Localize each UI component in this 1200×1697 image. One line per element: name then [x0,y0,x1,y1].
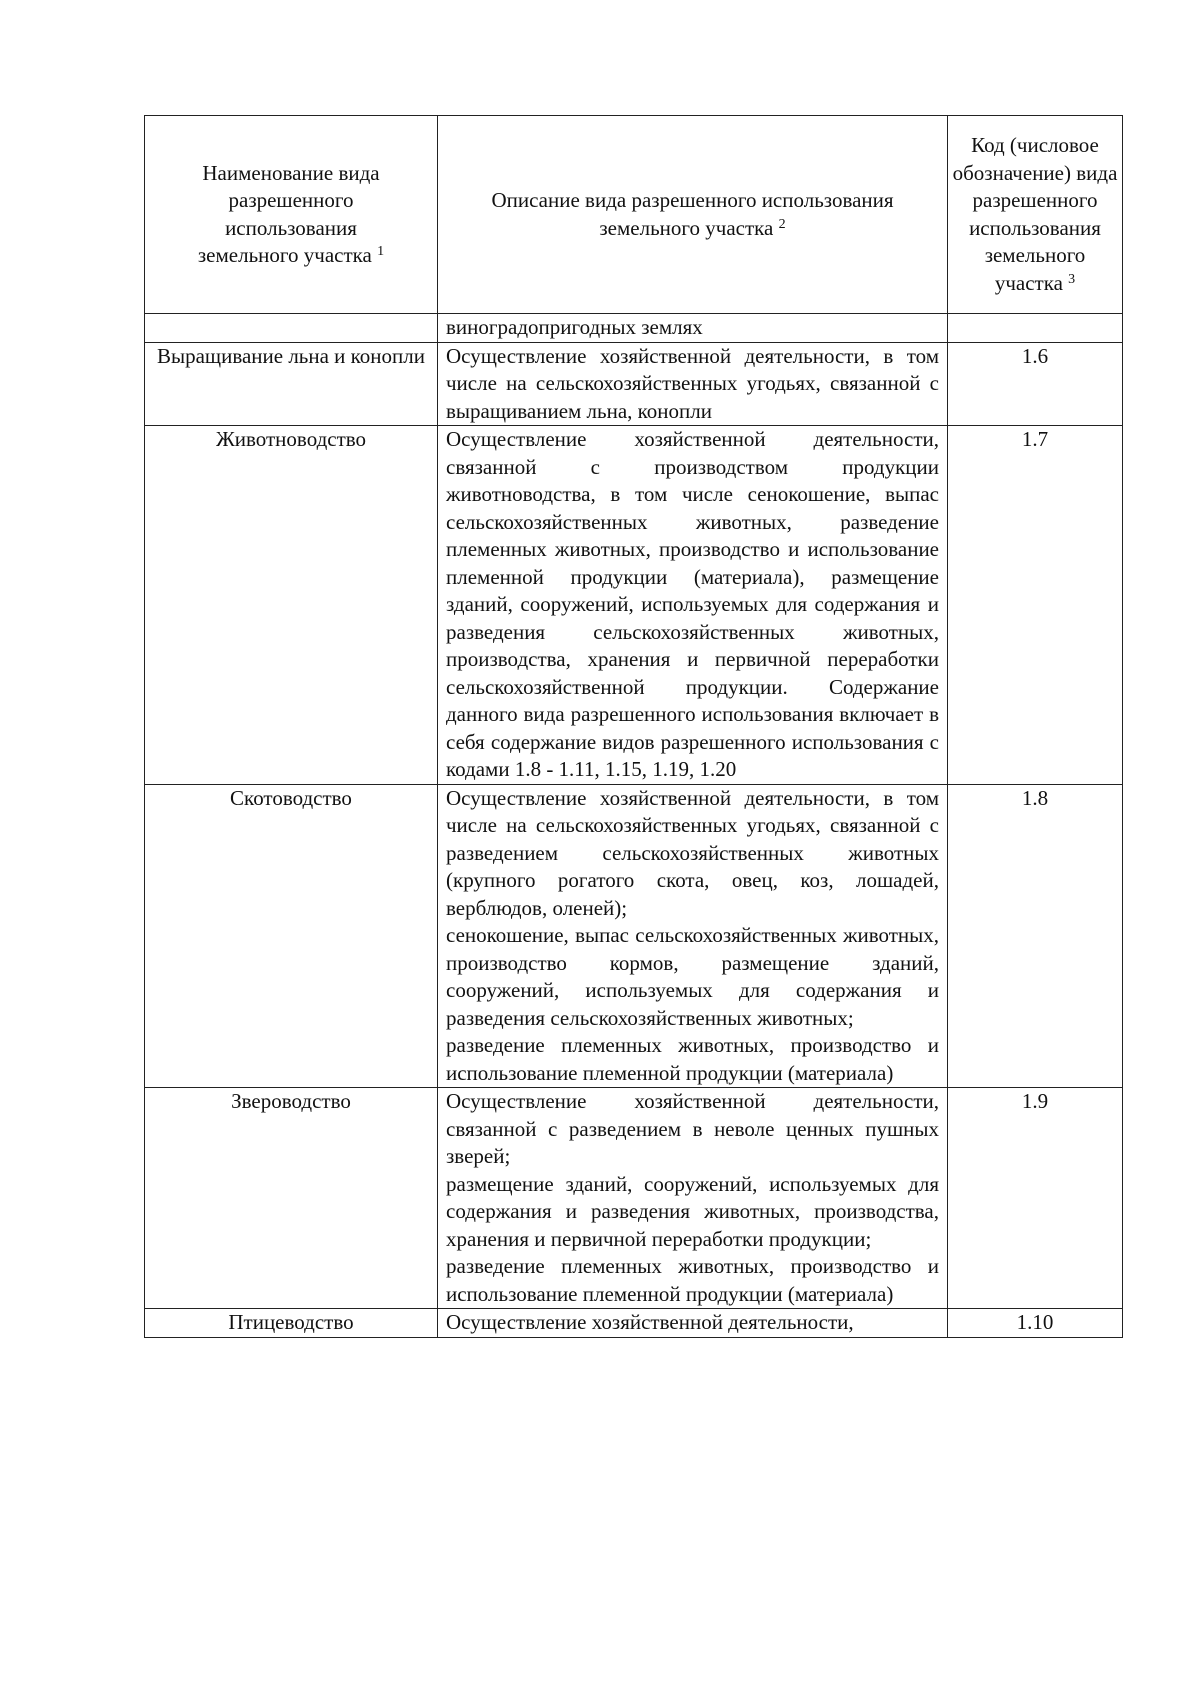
land-use-code-cell: 1.7 [948,426,1123,785]
table-header [145,116,1123,314]
table-row [145,784,1123,1088]
header-row [145,116,1123,314]
header-description-text [458,187,928,242]
description-paragraph: сенокошение, выпас сельскохозяйственных животных, производство кормов, размещение зданий, сооружений, используемых для содержания и разведения сельскохозяйственных животных; [446,923,939,1030]
description-paragraph: Осуществление хозяйственной деятельности, связанной с производством продукции животноводства, в том числе сенокошение, выпас сельскохозяйственных животных, разведение племенных животных, производство и использование племенной продукции (материала), размещение зданий, сооружений, используемых для содержания и разведения сельскохозяйственных животных, производства, хранения и первичной переработки сельскохозяйственной продукции. Содержание данного вида разрешенного использования включает в себя содержание видов разрешенного использования с кодами 1.8 - 1.11, 1.15, 1.19, 1.20 [446,427,939,781]
table-row [145,426,1123,785]
description-paragraph: разведение племенных животных, производство и использование племенной продукции (материала) [446,1254,939,1306]
footnote-marker: 1 [377,244,385,259]
land-use-description-cell [438,314,948,343]
footnote-marker: 2 [778,216,786,232]
header-name-column [145,116,438,314]
header-description-label: Описание вида разрешенного использования земельного участка [491,188,894,240]
description-paragraph: виноградопригодных землях [446,315,703,339]
land-use-name-cell: Скотоводство [145,784,438,1088]
table-row [145,1088,1123,1309]
table-body [145,314,1123,1338]
description-paragraph: Осуществление хозяйственной деятельности, [446,1310,854,1334]
description-paragraph: Осуществление хозяйственной деятельности, в том числе на сельскохозяйственных угодьях, связанной с выращиванием льна, конопли [446,343,939,423]
land-use-types-table [144,115,1123,1338]
footnote-marker: 3 [1068,271,1076,287]
land-use-code-cell: 1.8 [948,784,1123,1088]
land-use-name-cell [145,314,438,343]
land-use-code-cell: 1.9 [948,1088,1123,1309]
land-use-description-cell [438,1309,948,1338]
header-code-column [948,116,1123,314]
land-use-code-cell: 1.10 [948,1309,1123,1338]
land-use-code-cell [948,314,1123,343]
land-use-name-cell: Звероводство [145,1088,438,1309]
land-use-description-cell [438,426,948,785]
land-use-description-cell [438,342,948,426]
description-paragraph: разведение племенных животных, производство и использование племенной продукции (материала) [446,1033,939,1085]
land-use-code-cell: 1.6 [948,342,1123,426]
table-row [145,342,1123,426]
land-use-description-cell [438,784,948,1088]
table-row [145,1309,1123,1338]
land-use-name-cell: Выращивание льна и конопли [145,342,438,426]
land-use-description-cell [438,1088,948,1309]
header-name-text [181,160,401,270]
land-use-name-cell: Животноводство [145,426,438,785]
land-use-name-cell: Птицеводство [145,1309,438,1338]
header-code-label: Код (числовое обозначение) вида разрешенного использования земельного участка [952,133,1118,295]
description-paragraph: размещение зданий, сооружений, используемых для содержания и разведения животных, производства, хранения и первичной переработки продукции; [446,1171,939,1251]
header-code-text [953,132,1118,297]
header-description-column [438,116,948,314]
header-name-label: Наименование вида разрешенного использования земельного участка [197,160,380,267]
table-row [145,314,1123,343]
description-paragraph: Осуществление хозяйственной деятельности, в том числе на сельскохозяйственных угодьях, связанной с разведением сельскохозяйственных животных (крупного рогатого скота, овец, коз, лошадей, верблюдов, оленей); [446,785,939,920]
description-paragraph: Осуществление хозяйственной деятельности, связанной с разведением в неволе ценных пушных зверей; [446,1089,939,1168]
